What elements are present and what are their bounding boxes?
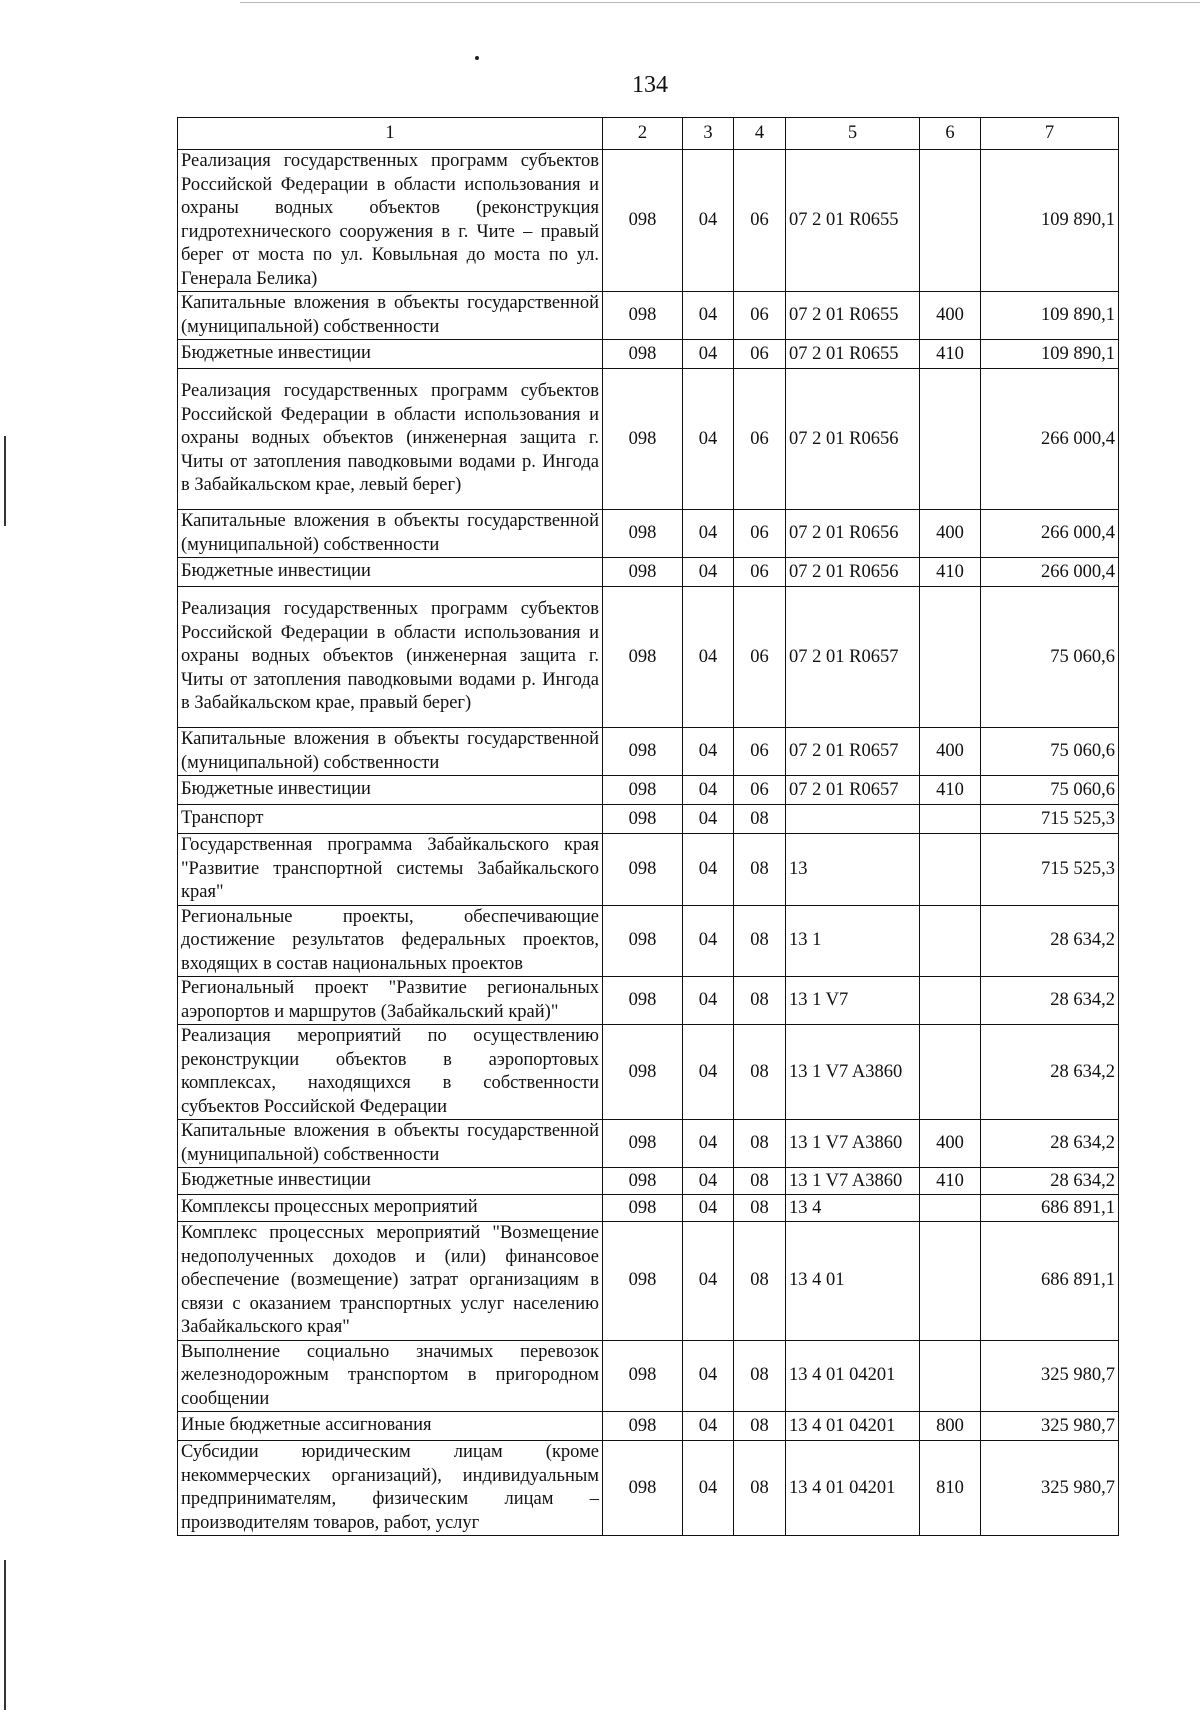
row-name: Комплекс процессных мероприятий "Возмещение недополученных доходов и (или) финансовое обеспечение (возмещение) затрат организациям в связи с оказанием транспортных услуг населению Забайкальского края" <box>178 1222 603 1341</box>
row-code-4: 06 <box>734 510 786 558</box>
row-code-3: 04 <box>683 728 734 776</box>
row-code-3: 04 <box>683 1168 734 1195</box>
table-row <box>178 150 1119 292</box>
row-amount: 28 634,2 <box>981 1168 1119 1195</box>
row-code-3: 04 <box>683 1222 734 1341</box>
row-code-5: 13 1 <box>786 905 920 977</box>
row-name: Субсидии юридическим лицам (кроме некоммерческих организаций), индивидуальным предпринимателям, физическим лицам – производителям товаров, работ, услуг <box>178 1441 603 1536</box>
row-code-2: 098 <box>603 510 683 558</box>
row-code-3: 04 <box>683 977 734 1025</box>
row-code-6 <box>920 905 981 977</box>
row-amount: 266 000,4 <box>981 558 1119 587</box>
row-code-2: 098 <box>603 1025 683 1120</box>
row-code-5: 07 2 01 R0657 <box>786 587 920 728</box>
table-row <box>178 1120 1119 1168</box>
row-code-2: 098 <box>603 1441 683 1536</box>
row-code-6 <box>920 1025 981 1120</box>
row-code-2: 098 <box>603 1195 683 1222</box>
row-code-3: 04 <box>683 1120 734 1168</box>
row-code-3: 04 <box>683 510 734 558</box>
table-row <box>178 1222 1119 1341</box>
table-row <box>178 1168 1119 1195</box>
row-code-3: 04 <box>683 292 734 340</box>
row-code-3: 04 <box>683 834 734 906</box>
row-amount: 715 525,3 <box>981 834 1119 906</box>
row-code-4: 06 <box>734 292 786 340</box>
table-row <box>178 1340 1119 1412</box>
row-code-2: 098 <box>603 1222 683 1341</box>
row-name: Транспорт <box>178 805 603 834</box>
row-amount: 75 060,6 <box>981 728 1119 776</box>
row-name: Бюджетные инвестиции <box>178 776 603 805</box>
row-code-5: 07 2 01 R0655 <box>786 150 920 292</box>
col-header: 6 <box>920 118 981 150</box>
col-header: 1 <box>178 118 603 150</box>
row-code-3: 04 <box>683 587 734 728</box>
table-row <box>178 340 1119 369</box>
row-code-2: 098 <box>603 905 683 977</box>
scan-edge-mark <box>4 1560 6 1710</box>
row-code-5: 07 2 01 R0656 <box>786 510 920 558</box>
row-code-2: 098 <box>603 834 683 906</box>
row-code-5: 13 4 01 04201 <box>786 1441 920 1536</box>
row-code-4: 08 <box>734 1222 786 1341</box>
row-code-4: 08 <box>734 1340 786 1412</box>
row-amount: 109 890,1 <box>981 150 1119 292</box>
row-code-2: 098 <box>603 587 683 728</box>
row-name: Бюджетные инвестиции <box>178 558 603 587</box>
row-code-2: 098 <box>603 150 683 292</box>
row-name: Государственная программа Забайкальского края "Развитие транспортной системы Забайкальского края" <box>178 834 603 906</box>
row-code-6 <box>920 1222 981 1341</box>
row-code-4: 08 <box>734 1025 786 1120</box>
row-amount: 28 634,2 <box>981 1120 1119 1168</box>
row-code-6 <box>920 369 981 510</box>
row-name: Бюджетные инвестиции <box>178 1168 603 1195</box>
row-code-2: 098 <box>603 558 683 587</box>
row-code-3: 04 <box>683 150 734 292</box>
col-header: 4 <box>734 118 786 150</box>
page-number: 134 <box>632 72 668 98</box>
row-code-5: 07 2 01 R0657 <box>786 776 920 805</box>
row-amount: 325 980,7 <box>981 1412 1119 1441</box>
row-amount: 325 980,7 <box>981 1441 1119 1536</box>
row-code-2: 098 <box>603 1168 683 1195</box>
row-code-4: 08 <box>734 805 786 834</box>
row-code-3: 04 <box>683 805 734 834</box>
row-code-4: 08 <box>734 834 786 906</box>
row-code-3: 04 <box>683 905 734 977</box>
table-row <box>178 1195 1119 1222</box>
row-code-6: 410 <box>920 558 981 587</box>
row-amount: 266 000,4 <box>981 510 1119 558</box>
row-code-5: 13 1 V7 A3860 <box>786 1168 920 1195</box>
row-code-4: 08 <box>734 1412 786 1441</box>
row-amount: 75 060,6 <box>981 776 1119 805</box>
row-code-2: 098 <box>603 776 683 805</box>
row-name: Капитальные вложения в объекты государственной (муниципальной) собственности <box>178 510 603 558</box>
row-code-4: 08 <box>734 1120 786 1168</box>
row-name: Выполнение социально значимых перевозок железнодорожным транспортом в пригородном сообщении <box>178 1340 603 1412</box>
table-header-row <box>178 118 1119 150</box>
row-amount: 325 980,7 <box>981 1340 1119 1412</box>
row-code-5: 07 2 01 R0656 <box>786 558 920 587</box>
row-code-5: 07 2 01 R0656 <box>786 369 920 510</box>
row-code-3: 04 <box>683 1195 734 1222</box>
row-name: Реализация мероприятий по осуществлению реконструкции объектов в аэропортовых комплексах, находящихся в собственности субъектов Российской Федерации <box>178 1025 603 1120</box>
row-code-6: 410 <box>920 340 981 369</box>
row-code-4: 08 <box>734 905 786 977</box>
table-row <box>178 776 1119 805</box>
budget-table <box>177 117 1119 1536</box>
row-code-6: 800 <box>920 1412 981 1441</box>
table-body <box>178 150 1119 1536</box>
row-code-5: 07 2 01 R0655 <box>786 292 920 340</box>
row-code-4: 06 <box>734 340 786 369</box>
table-row <box>178 834 1119 906</box>
row-name: Капитальные вложения в объекты государственной (муниципальной) собственности <box>178 1120 603 1168</box>
row-code-6: 410 <box>920 1168 981 1195</box>
table-row <box>178 587 1119 728</box>
row-name: Региональный проект "Развитие региональных аэропортов и маршрутов (Забайкальский край)" <box>178 977 603 1025</box>
row-code-2: 098 <box>603 292 683 340</box>
row-code-6: 400 <box>920 728 981 776</box>
row-code-3: 04 <box>683 776 734 805</box>
row-code-4: 08 <box>734 1195 786 1222</box>
row-code-4: 06 <box>734 369 786 510</box>
row-code-3: 04 <box>683 1412 734 1441</box>
row-name: Региональные проекты, обеспечивающие достижение результатов федеральных проектов, входящих в состав национальных проектов <box>178 905 603 977</box>
row-code-6: 810 <box>920 1441 981 1536</box>
col-header: 2 <box>603 118 683 150</box>
row-name: Капитальные вложения в объекты государственной (муниципальной) собственности <box>178 292 603 340</box>
row-amount: 109 890,1 <box>981 340 1119 369</box>
row-code-5: 07 2 01 R0655 <box>786 340 920 369</box>
row-code-4: 06 <box>734 776 786 805</box>
row-amount: 75 060,6 <box>981 587 1119 728</box>
row-code-6 <box>920 805 981 834</box>
table-row <box>178 905 1119 977</box>
row-code-5: 07 2 01 R0657 <box>786 728 920 776</box>
row-code-5: 13 4 01 04201 <box>786 1412 920 1441</box>
row-amount: 109 890,1 <box>981 292 1119 340</box>
row-code-2: 098 <box>603 340 683 369</box>
row-amount: 28 634,2 <box>981 905 1119 977</box>
col-header: 7 <box>981 118 1119 150</box>
row-code-6: 400 <box>920 1120 981 1168</box>
table-row <box>178 728 1119 776</box>
row-code-2: 098 <box>603 1412 683 1441</box>
row-amount: 266 000,4 <box>981 369 1119 510</box>
row-name: Реализация государственных программ субъектов Российской Федерации в области использования и охраны водных объектов (инженерная защита г. Читы от затопления паводковыми водами р. Ингода в Забайкальском крае, левый берег) <box>178 369 603 510</box>
row-code-3: 04 <box>683 558 734 587</box>
row-amount: 28 634,2 <box>981 977 1119 1025</box>
row-code-6: 410 <box>920 776 981 805</box>
table-row <box>178 369 1119 510</box>
row-amount: 715 525,3 <box>981 805 1119 834</box>
row-code-6 <box>920 1340 981 1412</box>
row-name: Бюджетные инвестиции <box>178 340 603 369</box>
row-code-2: 098 <box>603 1340 683 1412</box>
row-name: Реализация государственных программ субъектов Российской Федерации в области использования и охраны водных объектов (реконструкция гидротехнического сооружения в г. Чите – правый берег от моста по ул. Ковыльная до моста по ул. Генерала Белика) <box>178 150 603 292</box>
row-code-3: 04 <box>683 369 734 510</box>
table-row <box>178 1412 1119 1441</box>
row-code-6: 400 <box>920 292 981 340</box>
row-code-5: 13 1 V7 <box>786 977 920 1025</box>
row-code-5: 13 1 V7 A3860 <box>786 1120 920 1168</box>
row-code-4: 06 <box>734 728 786 776</box>
row-code-3: 04 <box>683 1441 734 1536</box>
row-code-5: 13 <box>786 834 920 906</box>
col-header: 5 <box>786 118 920 150</box>
row-amount: 686 891,1 <box>981 1222 1119 1341</box>
row-code-5: 13 4 01 04201 <box>786 1340 920 1412</box>
row-code-4: 06 <box>734 587 786 728</box>
table-row <box>178 1025 1119 1120</box>
row-code-2: 098 <box>603 1120 683 1168</box>
row-code-4: 06 <box>734 558 786 587</box>
row-name: Иные бюджетные ассигнования <box>178 1412 603 1441</box>
col-header: 3 <box>683 118 734 150</box>
scan-top-line <box>240 2 1200 3</box>
row-code-3: 04 <box>683 1025 734 1120</box>
row-amount: 28 634,2 <box>981 1025 1119 1120</box>
row-code-6 <box>920 150 981 292</box>
table-row <box>178 558 1119 587</box>
row-code-3: 04 <box>683 1340 734 1412</box>
row-code-5 <box>786 805 920 834</box>
row-code-6 <box>920 977 981 1025</box>
scan-dot <box>475 56 479 60</box>
row-code-2: 098 <box>603 977 683 1025</box>
row-code-6 <box>920 1195 981 1222</box>
scan-edge-mark <box>4 436 6 526</box>
row-name: Капитальные вложения в объекты государственной (муниципальной) собственности <box>178 728 603 776</box>
row-name: Реализация государственных программ субъектов Российской Федерации в области использования и охраны водных объектов (инженерная защита г. Читы от затопления паводковыми водами р. Ингода в Забайкальском крае, правый берег) <box>178 587 603 728</box>
row-code-4: 08 <box>734 977 786 1025</box>
row-code-4: 06 <box>734 150 786 292</box>
row-code-5: 13 4 <box>786 1195 920 1222</box>
row-code-2: 098 <box>603 805 683 834</box>
row-code-4: 08 <box>734 1168 786 1195</box>
row-amount: 686 891,1 <box>981 1195 1119 1222</box>
row-code-5: 13 4 01 <box>786 1222 920 1341</box>
row-code-5: 13 1 V7 A3860 <box>786 1025 920 1120</box>
table-row <box>178 977 1119 1025</box>
row-code-6 <box>920 834 981 906</box>
row-code-3: 04 <box>683 340 734 369</box>
row-code-6: 400 <box>920 510 981 558</box>
table-row <box>178 805 1119 834</box>
row-code-2: 098 <box>603 728 683 776</box>
row-code-6 <box>920 587 981 728</box>
row-name: Комплексы процессных мероприятий <box>178 1195 603 1222</box>
table-row <box>178 510 1119 558</box>
row-code-2: 098 <box>603 369 683 510</box>
table-row <box>178 292 1119 340</box>
table-row <box>178 1441 1119 1536</box>
row-code-4: 08 <box>734 1441 786 1536</box>
